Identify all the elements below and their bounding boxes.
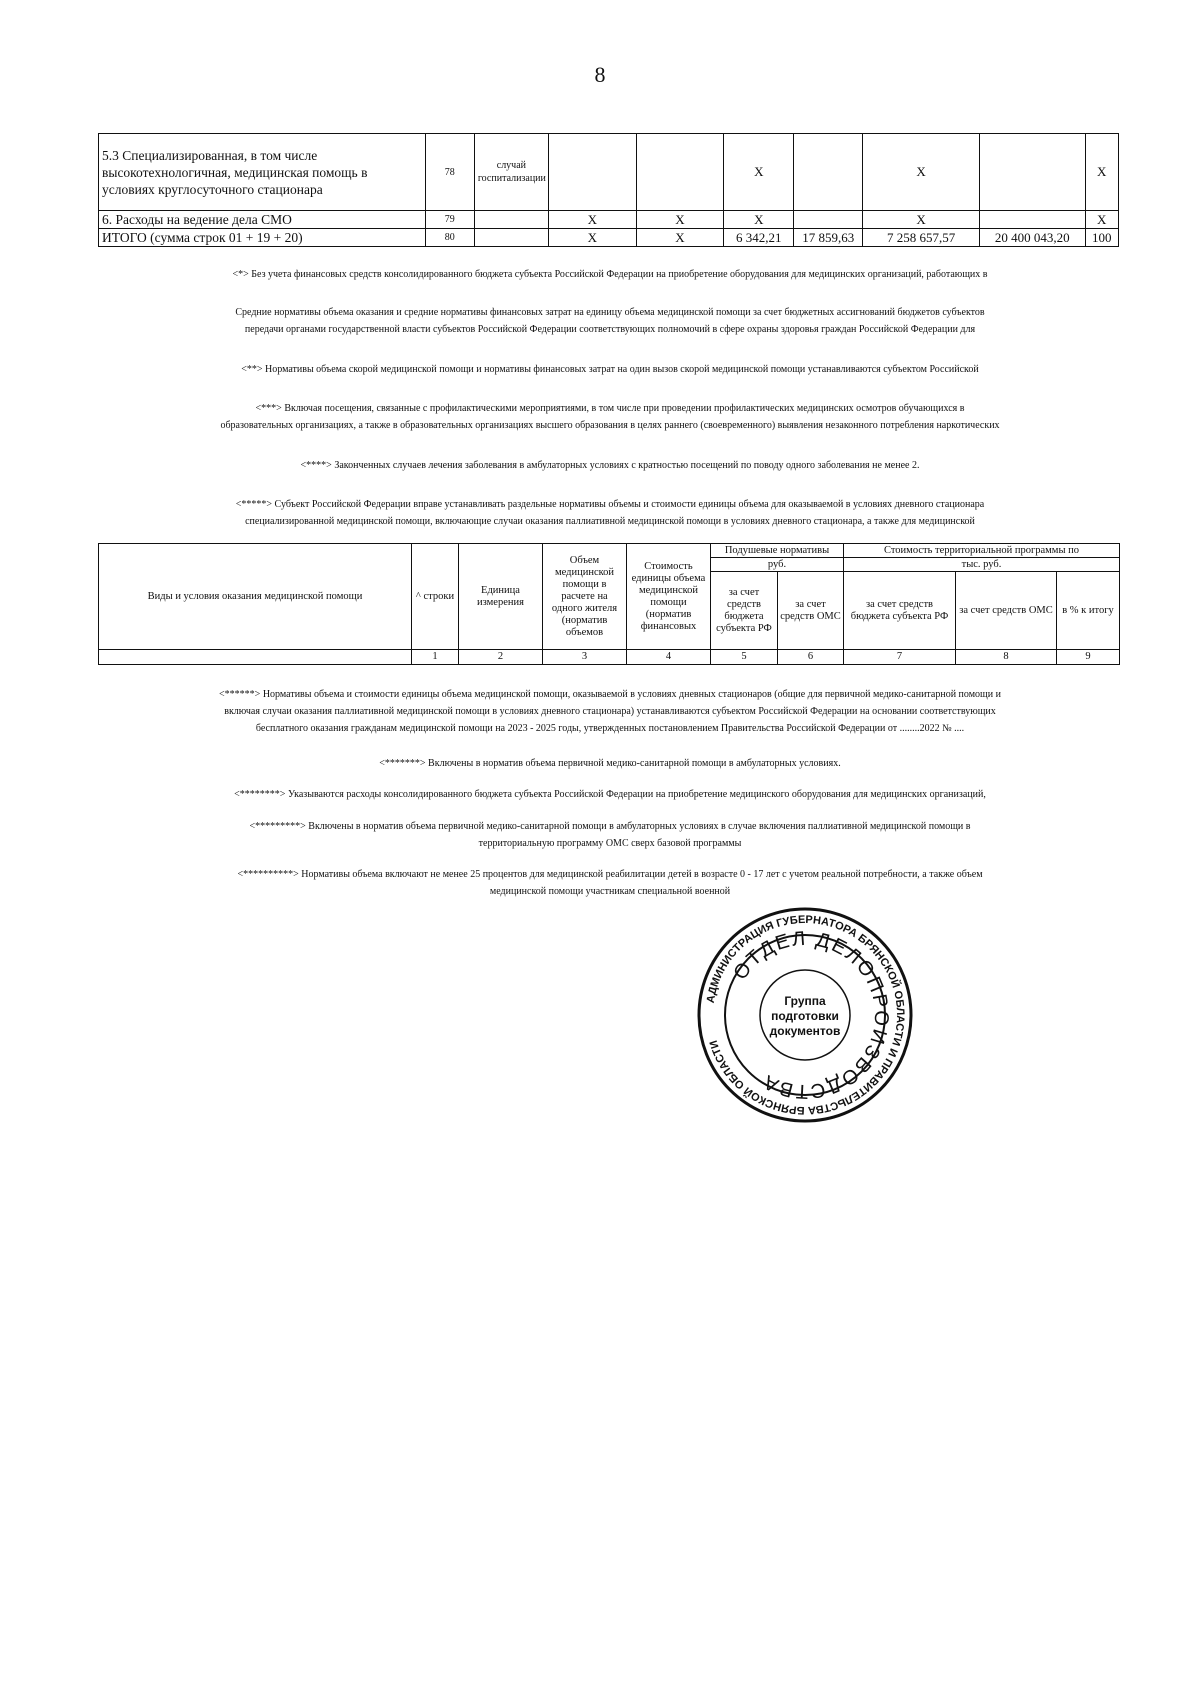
table-row — [99, 134, 1119, 211]
footnote-3: <**> Нормативы объема скорой медицинской помощи и нормативы финансовых затрат на один вызов скорой медицинской помощи устанавливаются субъектом Российской — [241, 364, 979, 375]
header-budget-rf: за счет средств бюджета субъекта РФ — [711, 572, 778, 650]
norms-table — [98, 543, 1120, 665]
cell-6 — [794, 211, 863, 229]
footnote-9: <********> Указываются расходы консолидированного бюджета субъекта Российской Федерации на приобретение медицинского оборудования для медицинских организаций, — [234, 789, 986, 800]
cell-8 — [980, 211, 1085, 229]
stamp-outer-text: АДМИНИСТРАЦИЯ ГУБЕРНАТОРА БРЯНСКОЙ ОБЛАСТИ И ПРАВИТЕЛЬСТВА БРЯНСКОЙ ОБЛАСТИ — [704, 913, 907, 1117]
footnote-10a: <*********> Включены в норматив объема первичной медико-санитарной помощи в амбулаторных условиях в случае включения паллиативной медицинской помощи в — [249, 821, 971, 832]
cell-5: X — [724, 134, 794, 211]
stamp-center-line-1: Группа — [784, 994, 826, 1008]
header-unit: Единица измерения — [459, 544, 543, 650]
cell-4: X — [636, 229, 724, 247]
cell-6: 17 859,63 — [794, 229, 863, 247]
row-line: 80 — [425, 229, 474, 247]
footnote-5: <****> Законченных случаев лечения заболевания в амбулаторных условиях с кратностью посещений по поводу одного заболевания не менее 2. — [300, 460, 920, 471]
row-name: 6. Расходы на ведение дела СМО — [99, 211, 426, 229]
row-line: 78 — [425, 134, 474, 211]
column-number — [99, 650, 412, 665]
cell-5: X — [724, 211, 794, 229]
column-number: 5 — [711, 650, 778, 665]
cell-8 — [980, 134, 1085, 211]
header-territory: Стоимость территориальной программы по — [844, 544, 1120, 558]
header-oms-2: за счет средств ОМС — [956, 572, 1057, 650]
column-number: 3 — [543, 650, 627, 665]
cell-7: X — [863, 134, 980, 211]
footnote-11a: <**********> Нормативы объема включают не менее 25 процентов для медицинской реабилитации детей в возрасте 0 - 17 лет с учетом реальной потребности, а также объем — [237, 869, 983, 880]
row-name: ИТОГО (сумма строк 01 + 19 + 20) — [99, 229, 426, 247]
page-number: 8 — [594, 62, 606, 87]
header-kinds: Виды и условия оказания медицинской помощи — [99, 544, 412, 650]
footnote-11b: медицинской помощи участникам специальной военной — [489, 886, 731, 897]
column-number: 4 — [627, 650, 711, 665]
cell-7: X — [863, 211, 980, 229]
cell-9: X — [1085, 134, 1119, 211]
header-budget-rf-2: за счет средств бюджета субъекта РФ — [844, 572, 956, 650]
stamp-inner-text: ОТДЕЛ ДЕЛОПРОИЗВОДСТВА — [729, 927, 893, 1103]
cell-4: X — [636, 211, 724, 229]
row-unit: случай госпитализации — [474, 134, 548, 211]
cell-9: X — [1085, 211, 1119, 229]
column-number: 9 — [1057, 650, 1120, 665]
column-number: 8 — [956, 650, 1057, 665]
footnote-7a: <******> Нормативы объема и стоимости единицы объема медицинской помощи, оказываемой в условиях дневных стационаров (общие для первичной медико-санитарной помощи и — [219, 689, 1001, 700]
header-rub: руб. — [711, 558, 844, 572]
cell-7: 7 258 657,57 — [863, 229, 980, 247]
row-unit — [474, 211, 548, 229]
cell-8: 20 400 043,20 — [980, 229, 1085, 247]
cell-3 — [548, 134, 636, 211]
header-thous-rub: тыс. руб. — [844, 558, 1120, 572]
header-cost: Стоимость единицы объема медицинской помощи (норматив финансовых — [627, 544, 711, 650]
stamp-center-line-3: документов — [769, 1024, 841, 1038]
column-number: 2 — [459, 650, 543, 665]
footnote-4b: образовательных организациях, а также в образовательных организациях высшего образования в целях раннего (своевременного) выявления незаконного потребления наркотических — [220, 420, 1000, 431]
column-number: 6 — [778, 650, 844, 665]
row-unit — [474, 229, 548, 247]
cell-9: 100 — [1085, 229, 1119, 247]
cell-4 — [636, 134, 724, 211]
cell-6 — [794, 134, 863, 211]
header-oms: за счет средств ОМС — [778, 572, 844, 650]
header-volume: Объем медицинской помощи в расчете на одного жителя (норматив объемов — [543, 544, 627, 650]
office-stamp — [695, 905, 915, 1125]
footnote-6a: <*****> Субъект Российской Федерации вправе устанавливать раздельные нормативы объемы и стоимости единицы объема для оказываемой в условиях дневного стационара — [235, 499, 985, 510]
header-line: ^ строки — [412, 544, 459, 650]
cell-5: 6 342,21 — [724, 229, 794, 247]
footnote-1: <*> Без учета финансовых средств консолидированного бюджета субъекта Российской Федерации на приобретение оборудования для медицинских организаций, работающих в — [232, 269, 988, 280]
column-number: 7 — [844, 650, 956, 665]
table-row — [99, 229, 1119, 247]
row-line: 79 — [425, 211, 474, 229]
cell-3: X — [548, 211, 636, 229]
footnote-7c: бесплатного оказания гражданам медицинской помощи на 2023 - 2025 годы, утвержденных постановлением Правительства Российской Федерации от ........2022 № .... — [255, 723, 965, 734]
footnote-8: <*******> Включены в норматив объема первичной медико-санитарной помощи в амбулаторных условиях. — [379, 758, 841, 769]
header-percent: в % к итогу — [1057, 572, 1120, 650]
column-numbers-row — [99, 650, 1120, 665]
stamp-center-line-2: подготовки — [771, 1009, 839, 1023]
header-per-capita: Подушевые нормативы — [711, 544, 844, 558]
footnote-10b: территориальную программу ОМС сверх базовой программы — [478, 838, 742, 849]
column-number: 1 — [412, 650, 459, 665]
cell-3: X — [548, 229, 636, 247]
row-name: 5.3 Специализированная, в том числе высокотехнологичная, медицинская помощь в условиях круглосуточного стационара — [99, 134, 426, 211]
footnote-6b: специализированной медицинской помощи, включающие случаи оказания паллиативной медицинской помощи в условиях дневного стационара, а также для медицинской — [245, 516, 975, 527]
table-row — [99, 211, 1119, 229]
footnote-2a: Средние нормативы объема оказания и средние нормативы финансовых затрат на единицу объема медицинской помощи за счет бюджетных ассигнований бюджетов субъектов — [235, 307, 985, 318]
footnote-2b: передачи органами государственной власти субъектов Российской Федерации соответствующих полномочий в сфере охраны здоровья граждан Российской Федерации для — [244, 324, 976, 335]
footnote-4a: <***> Включая посещения, связанные с профилактическими мероприятиями, в том числе при проведении профилактических медицинских осмотров обучающихся в — [255, 403, 965, 414]
footnote-7b: включая случаи оказания паллиативной медицинской помощи в условиях дневного стационара) устанавливаются субъектом Российской Федерации на основании соответствующих — [224, 706, 996, 717]
summary-table — [98, 133, 1119, 247]
